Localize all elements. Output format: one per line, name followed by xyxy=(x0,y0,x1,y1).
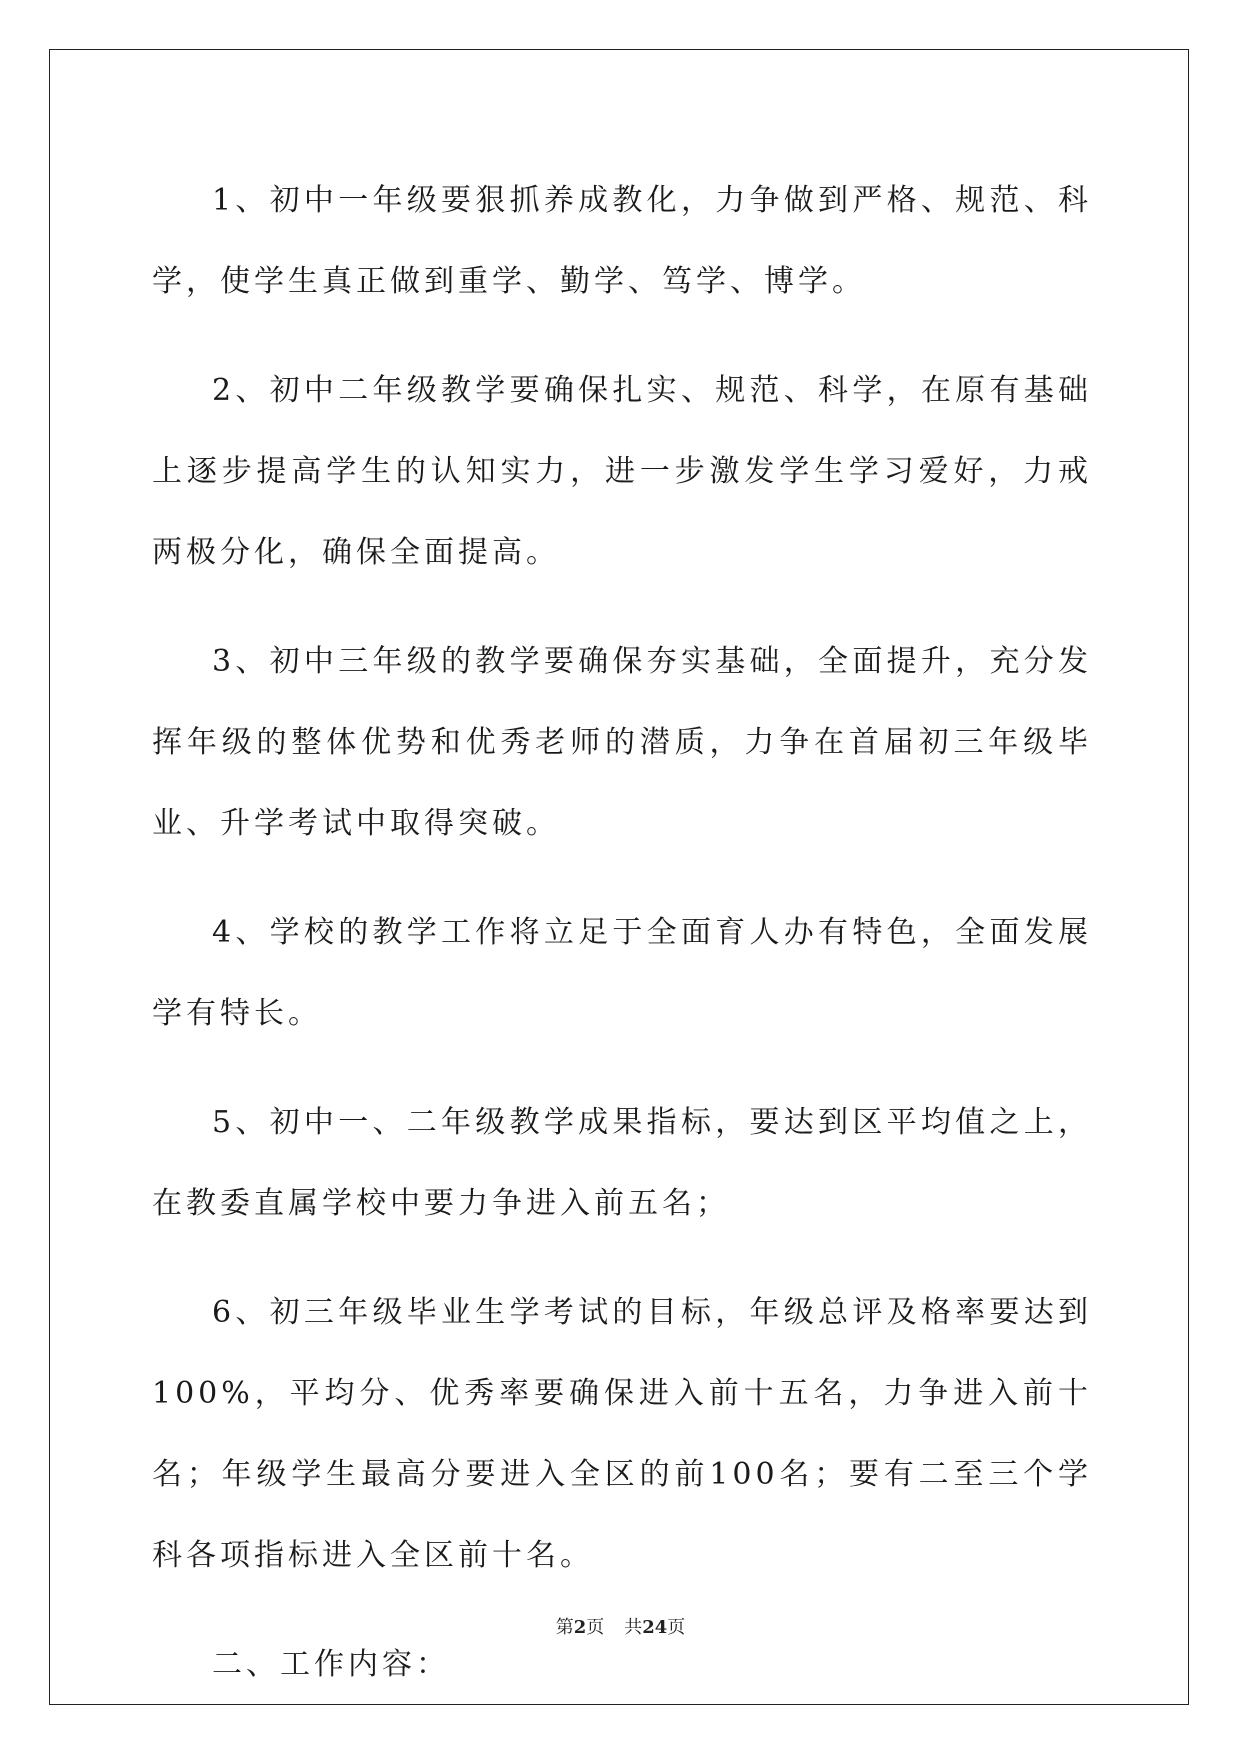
paragraph-3: 3、初中三年级的教学要确保夯实基础，全面提升，充分发挥年级的整体优势和优秀老师的潜质，力争在首届初三年级毕业、升学考试中取得突破。 xyxy=(152,644,1092,841)
paragraph-5: 5、初中一、二年级教学成果指标，要达到区平均值之上，在教委直属学校中要力争进入前五名； xyxy=(152,1105,1092,1221)
current-page-number: 2 xyxy=(573,1617,587,1638)
paragraph-4: 4、学校的教学工作将立足于全面育人办有特色，全面发展学有特长。 xyxy=(152,915,1092,1031)
footer-prefix: 第 xyxy=(555,1617,574,1638)
section-heading: 二、工作内容： xyxy=(212,1647,450,1682)
document-body xyxy=(152,160,1092,1733)
paragraph-6: 6、初三年级毕业生学考试的目标，年级总评及格率要达到100%，平均分、优秀率要确保进入前十五名，力争进入前十名；年级学生最高分要进入全区的前100名；要有二至三个学科各项指标进入全区前十名。 xyxy=(152,1295,1092,1573)
page-footer xyxy=(0,1613,1241,1639)
footer-total-prefix: 共 xyxy=(624,1617,643,1638)
paragraph-2: 2、初中二年级教学要确保扎实、规范、科学，在原有基础上逐步提高学生的认知实力，进一步激发学生学习爱好，力戒两极分化，确保全面提高。 xyxy=(152,373,1092,570)
footer-page-suffix: 页 xyxy=(586,1617,605,1638)
total-page-count: 24 xyxy=(642,1617,668,1638)
footer-total-suffix: 页 xyxy=(667,1617,686,1638)
paragraph-1: 1、初中一年级要狠抓养成教化，力争做到严格、规范、科学，使学生真正做到重学、勤学、笃学、博学。 xyxy=(152,183,1092,299)
